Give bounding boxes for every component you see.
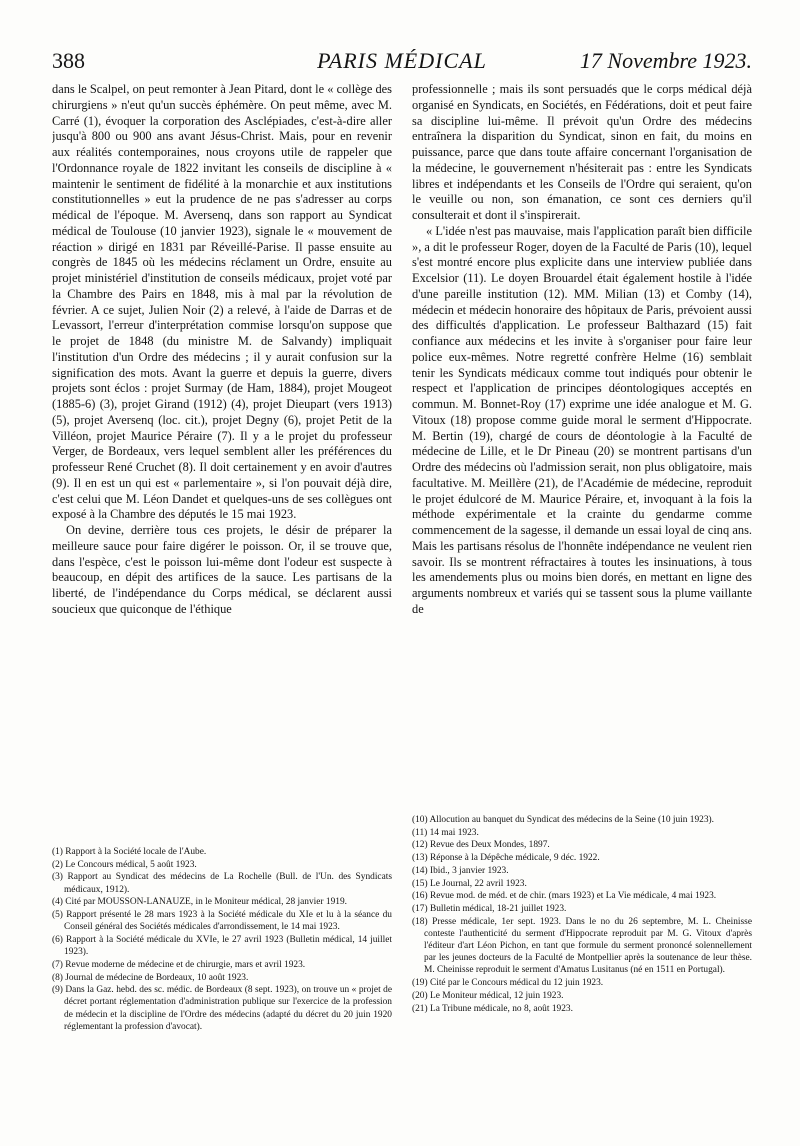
- footnote: (1) Rapport à la Société locale de l'Aube.: [52, 847, 207, 857]
- footnote: (2) Le Concours médical, 5 août 1923.: [52, 859, 197, 870]
- footnote: (10) Allocution au banquet du Syndicat des médecins de la Seine (10 juin 1923).: [412, 815, 715, 825]
- footnote: (11) 14 mai 1923.: [412, 827, 479, 838]
- right-column-body: [412, 82, 752, 794]
- footnote: (4) Cité par MOUSSON-LANAUZE, in le Moniteur médical, 28 janvier 1919.: [52, 897, 347, 908]
- body-paragraph: professionnelle ; mais ils sont persuadés que le corps médical déjà organisé en Syndicats, en Sociétés, en Fédérations, doit et peut faire sa discipline lui-même. Il prévoit qu'un Ordre des médecins entraînera la disparition du Syndicat, sinon en fait, du moins en puissance, parce que dans toute affaire concernant l'organisation de la médecine, le gouvernement n'hésiterait pas : entre les Syndicats libres et indépendants et les Conseils de l'Ordre qui seraient, qu'on le veuille ou non, son émanation, ce sont ces derniers qu'il consulterait et dont il s'inspirerait.: [412, 82, 752, 222]
- footnote: (5) Rapport présenté le 28 mars 1923 à la Société médicale du XIe et lu à la séance du Conseil général des Sociétés médicales d'arrondissement, le 14 mai 1923.: [52, 910, 392, 933]
- footnote: (16) Revue mod. de méd. et de chir. (mars 1923) et La Vie médicale, 4 mai 1923.: [412, 891, 717, 902]
- footnote: (21) La Tribune médicale, no 8, août 1923.: [412, 1003, 573, 1014]
- footnote: (20) Le Moniteur médical, 12 juin 1923.: [412, 990, 564, 1001]
- footnote: (7) Revue moderne de médecine et de chirurgie, mars et avril 1923.: [52, 959, 306, 970]
- journal-title: PARIS MÉDICAL: [317, 48, 487, 73]
- footnote: (14) Ibid., 3 janvier 1923.: [412, 865, 509, 876]
- footnote: (18) Presse médicale, 1er sept. 1923. Dans le no du 26 septembre, M. L. Cheinisse conteste l'authenticité du serment d'Hippocrate reproduit par M. G. Vitoux d'après l'éditeur d'art Léon Pichon, en tant que formule du serment prononcé solennellement par les jeunes docteurs de la Faculté de Montpellier après la soutenance de leur thèse. M. Cheinisse reproduit le serment d'Amatus Lusitanus (né en 1511 en Portugal).: [412, 916, 752, 976]
- journal-page: [52, 46, 752, 1106]
- body-paragraph: « L'idée n'est pas mauvaise, mais l'application paraît bien difficile », a dit le professeur Roger, doyen de la Faculté de Paris (10), lequel s'est montré encore plus explicite dans une interview publiée dans Excelsior (11). Le doyen Brouardel était également hostile à l'idée d'une pareille institution (12). MM. Milian (13) et Comby (14), médecin et médecin honoraire des hôpitaux de Paris, prévoient aussi des difficultés d'application. Le professeur Balthazard (15) fait confiance aux médecins et les invite à s'organiser pour faire leur police eux-mêmes. Notre regretté confrère Helme (16) semblait tenir les Syndicats médicaux comme tout indiqués pour obtenir le respect et l'application de principes déontologiques acceptés en commun. M. Bonnet-Roy (17) exprime une idée analogue et M. G. Vitoux (18) propose comme guide moral le serment d'Hippocrate. M. Bertin (19), chargé de cours de déontologie à la Faculté de médecine de Lille, et le Dr Pineau (20) se montrent partisans d'un Ordre des médecins où l'admission serait, non plus obligatoire, mais facultative. M. Meillère (21), de l'Académie de médecine, reproduit le projet édulcoré de M. Maurice Péraire, et, invoquant à la fois la méthode expérimentale et la crainte du gendarme comme commencement de la sagesse, il demande un essai loyal de cinq ans. Mais les partisans résolus de l'honnête indépendance ne veulent rien savoir. Ils se montrent réfractaires à toutes les insinuations, à tous les amendements plus ou moins bien dorés, en mettant en ligne des arguments nombreux et variés qui se tassent sous la plume vaillante de: [412, 223, 752, 616]
- footnote: (12) Revue des Deux Mondes, 1897.: [412, 840, 550, 851]
- issue-date: 17 Novembre 1923.: [579, 48, 752, 73]
- page-header: [52, 46, 752, 76]
- body-paragraph: dans le Scalpel, on peut remonter à Jean Pitard, dont le « collège des chirurgiens » n'eut qu'un succès éphémère. On peut même, avec M. Carré (1), évoquer la corporation des Asclépiades, c'est-à-dire aller jusqu'à 800 ou 900 ans avant Jésus-Christ. Mais, pour en revenir aux réalités contemporaines, nous croyons utile de rappeler que l'Ordonnance royale de 1822 invitant les conseils de discipline à « maintenir le sentiment de fidélité à la monarchie et aux institutions constitutionnelles » eut la prudence de ne pas s'adresser au corps médical de l'époque. M. Aversenq, dans son rapport au Syndicat médical de Toulouse (10 janvier 1923), signale le « mouvement de réaction » dirigé en 1831 par Réveillé-Parise. Il passe ensuite au congrès de 1845 où les médecins réclament un Ordre, ensuite au projet ministériel d'institution de conseils médicaux, projet voté par la Chambre des Pairs en 1848, mis à mal par la révolution de février. A ce sujet, Julien Noir (2) a relevé, à l'aide de Darras et de Levassort, l'erreur d'interprétation commise lorsqu'on suppose que le projet de 1848 (du ministre M. de Salvandy) impliquait l'institution d'un Ordre des médecins ; il y aurait confusion sur la signification des mots. Avant la guerre et depuis la guerre, divers projets sont éclos : projet Surmay (de Ham, 1884), projet Mougeot (1885-6) (3), projet Girand (1912) (4), projet Dieupart (vers 1913) (5), projet Aversenq (loc. cit.), projet Degny (6), projet Petit de la Villéon, projet Maurice Péraire (7). Il y a le projet du professeur Verger, de Bordeaux, vers lequel semblent aller les préférences du professeur René Cruchet (8). Il doit certainement y en avoir d'autres (9). Il en est un qui est « parlementaire », si l'on pouvait déjà dire, c'est celui que M. Léon Dandet et quelques-uns de ses collègues ont exposé à la Chambre des députés le 15 mai 1923.: [52, 82, 392, 522]
- footnote: (8) Journal de médecine de Bordeaux, 10 août 1923.: [52, 972, 249, 983]
- footnote: (19) Cité par le Concours médical du 12 juin 1923.: [412, 978, 604, 989]
- footnote: (6) Rapport à la Société médicale du XVIe, le 27 avril 1923 (Bulletin médical, 14 juillet 1923).: [52, 934, 392, 958]
- right-column: [412, 82, 752, 1015]
- right-footnotes: [412, 814, 752, 1015]
- footnote: (3) Rapport au Syndicat des médecins de La Rochelle (Bull. de l'Un. des Syndicats médicaux, 1912).: [52, 872, 392, 895]
- footnote: (15) Le Journal, 22 avril 1923.: [412, 878, 527, 889]
- left-column-body: [52, 82, 392, 810]
- left-column: [52, 82, 392, 1034]
- page-number: 388: [52, 48, 85, 73]
- footnote: (17) Bulletin médical, 18-21 juillet 1923.: [412, 903, 567, 914]
- left-footnotes: [52, 846, 392, 1033]
- body-paragraph: On devine, derrière tous ces projets, le désir de préparer la meilleure sauce pour faire digérer le poisson. Or, il se trouve que, dans l'espèce, c'est le poisson lui-même dont l'odeur est suspecte à beaucoup, en dépit des artifices de la sauce. Les partisans de la liberté, de l'indépendance du Corps médical, se déclarent aussi soucieux que quiconque de l'éthique: [52, 523, 392, 616]
- footnote: (9) Dans la Gaz. hebd. des sc. médic. de Bordeaux (8 sept. 1923), on trouve un « projet de décret portant réglementation d'administration publique sur l'exercice de la profession de médecin et la discipline de l'Ordre des médecins (adapté du décret du 20 juin 1920 réglementant la profession d'avocat).: [52, 985, 392, 1032]
- footnote: (13) Réponse à la Dépêche médicale, 9 déc. 1922.: [412, 853, 600, 864]
